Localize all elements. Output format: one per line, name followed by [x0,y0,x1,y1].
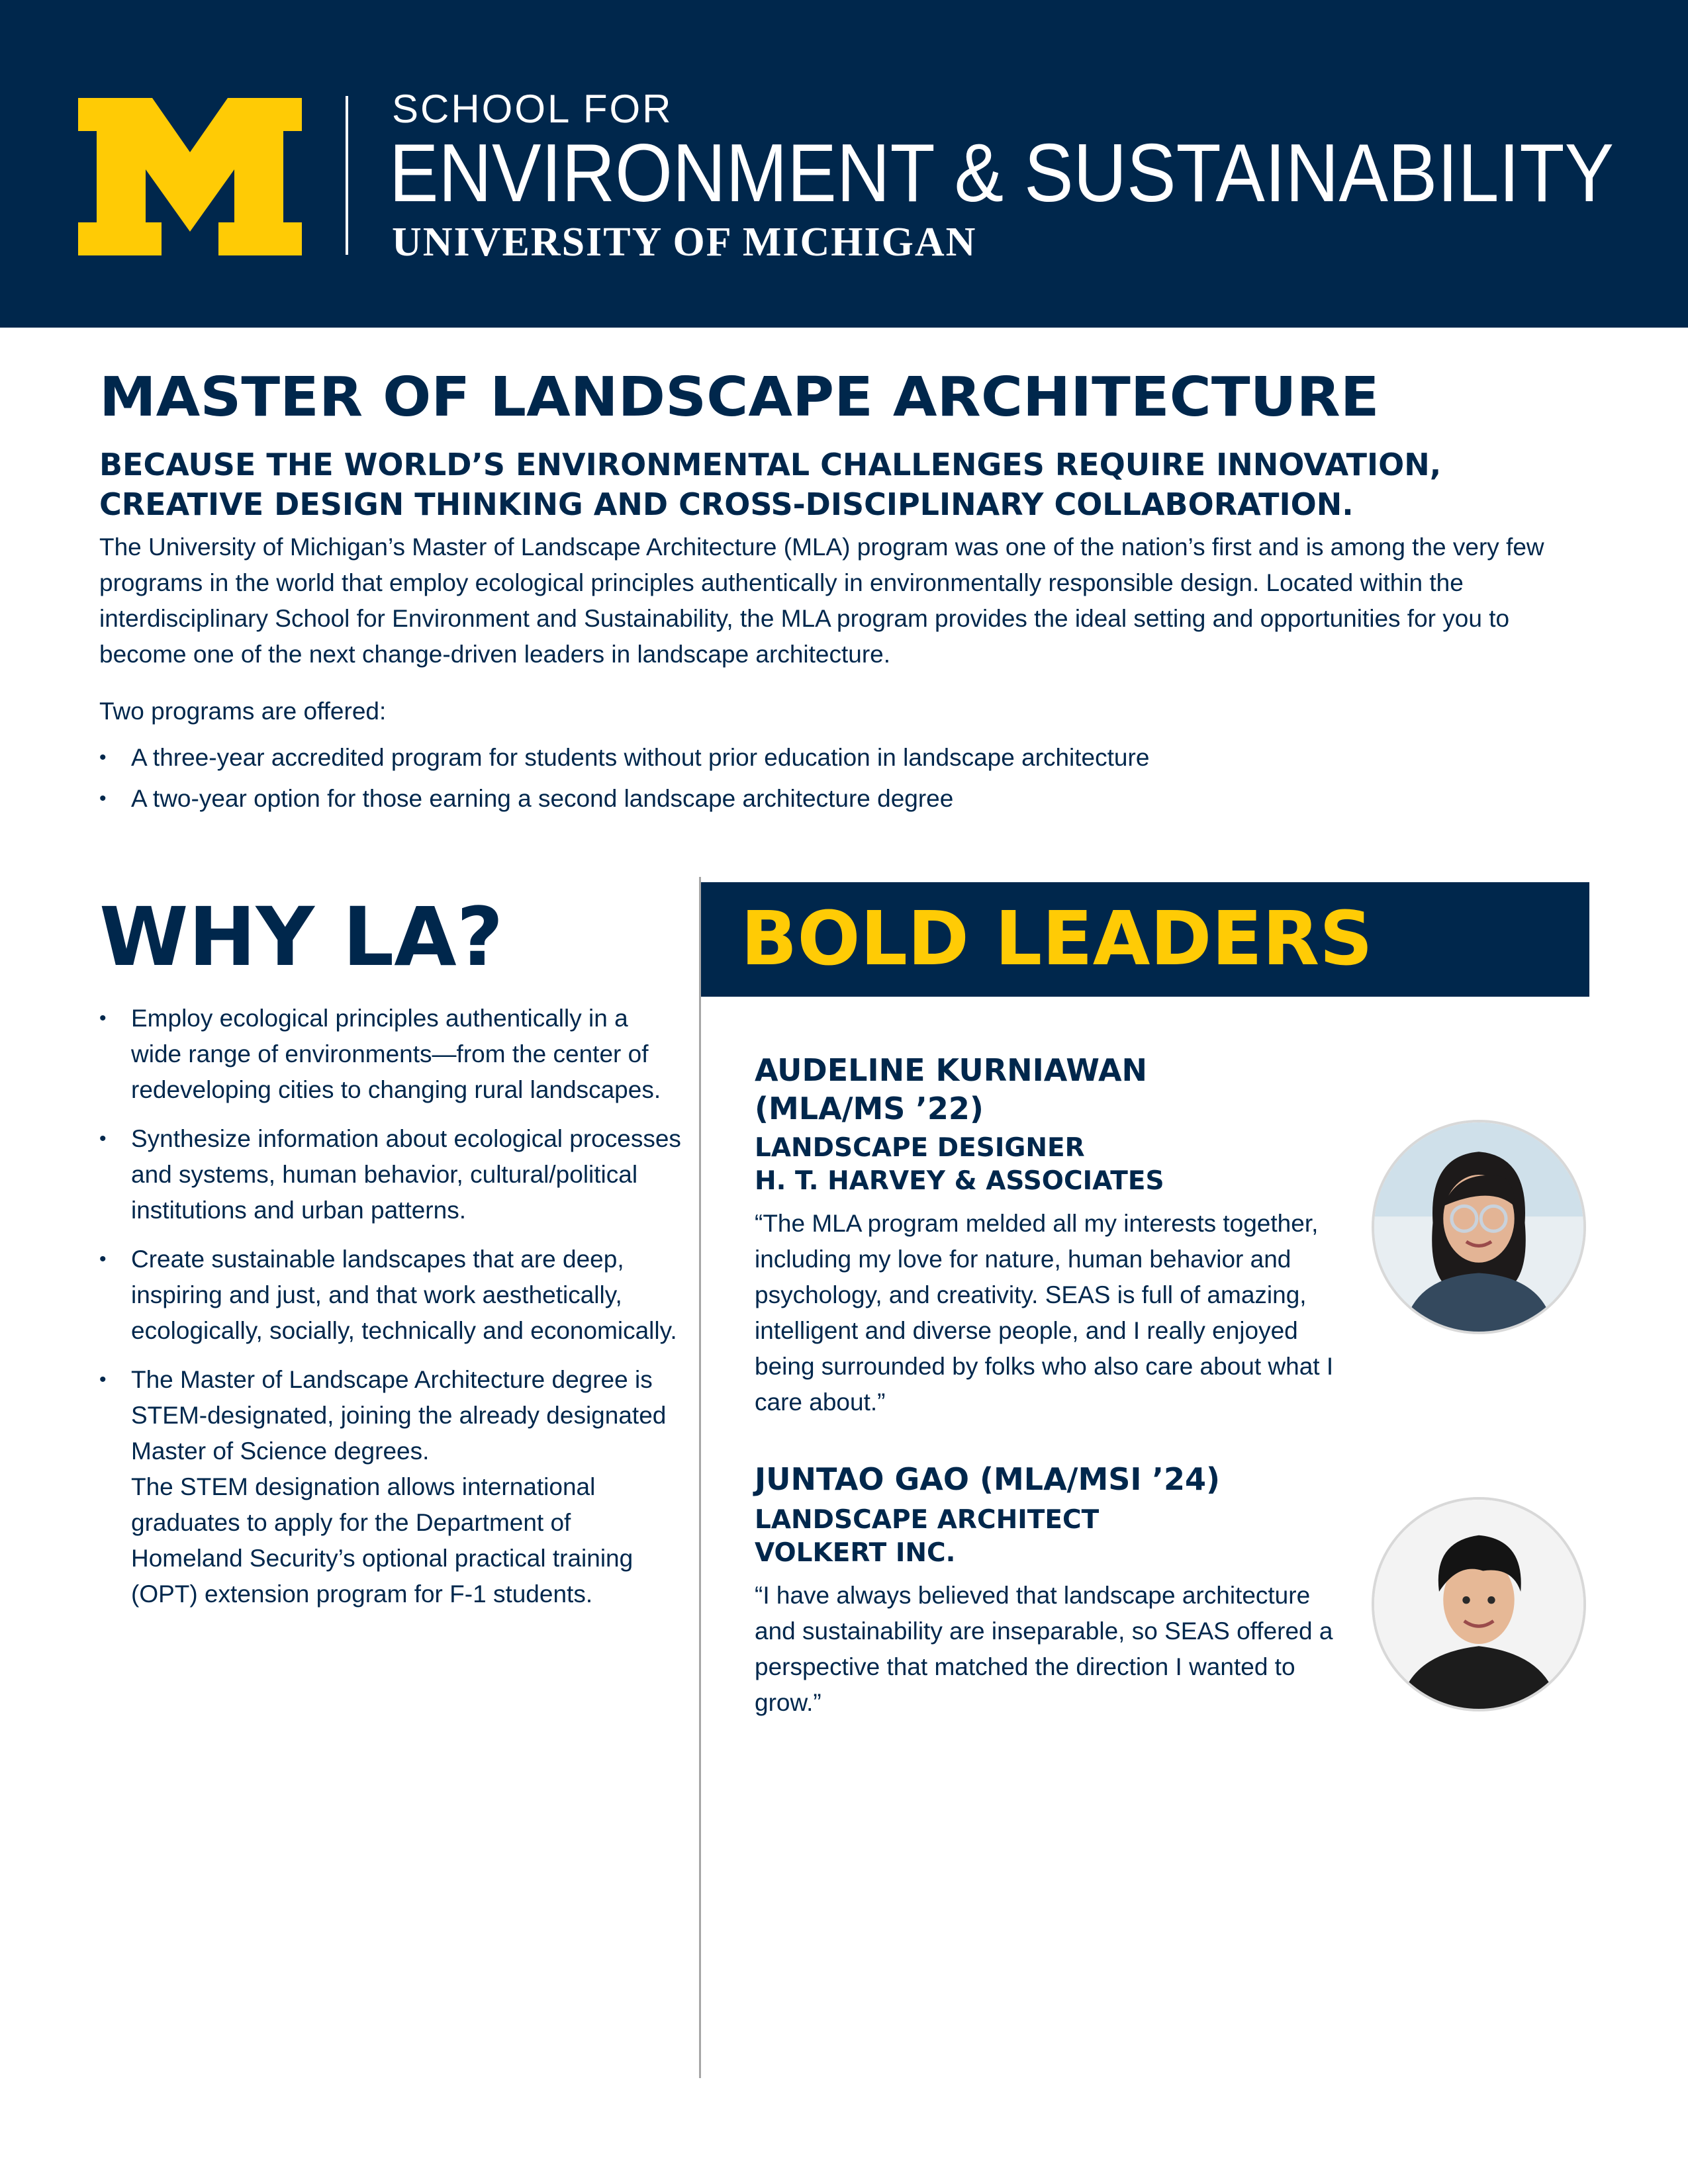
list-item: • Employ ecological principles authentically in a wide range of environments—from the center of redeveloping cities to changing rural landscapes. [99,1001,682,1108]
leader-role: LANDSCAPE DESIGNER [755,1133,1085,1163]
portrait-man-icon [1374,1500,1583,1709]
leader-role: LANDSCAPE ARCHITECT [755,1505,1100,1535]
school-name: ENVIRONMENT & SUSTAINABILITY [389,128,1615,219]
portrait-woman-icon [1374,1122,1583,1332]
leader-org: VOLKERT INC. [755,1538,956,1568]
leader-name: JUNTAO GAO (MLA/MSI ’24) [755,1461,1221,1497]
list-item: • Synthesize information about ecological processes and systems, human behavior, cultural/political institutions and urban patterns. [99,1121,682,1228]
leader-photo [1372,1497,1586,1711]
column-divider [699,877,701,2078]
stem-text: • The Master of Landscape Architecture degree is STEM-designated, joining the already designated Master of Science degrees. [131,1366,667,1465]
leader-org: H. T. HARVEY & ASSOCIATES [755,1166,1164,1196]
programs-list [99,740,1556,822]
list-item: • Create sustainable landscapes that are deep, inspiring and just, and that work aesthetically, ecologically, socially, technically and economically. [99,1242,682,1349]
stem-text: The STEM designation allows international graduates to apply for the Department of Homeland Security’s optional practical training (OPT) extension program for F-1 students. [131,1473,633,1608]
leader-degree: (MLA/MS ’22) [755,1091,984,1126]
subtitle-line: CREATIVE DESIGN THINKING AND CROSS-DISCIPLINARY COLLABORATION. [99,486,1354,522]
programs-lead: Two programs are offered: [99,698,387,725]
leader-name-line: AUDELINE KURNIAWAN [755,1052,1148,1088]
header-banner [0,0,1688,328]
leader-title [755,1132,1164,1198]
list-item: • A three-year accredited program for students without prior education in landscape architecture [99,740,1556,776]
block-m-logo [78,98,302,255]
why-la-heading: WHY LA? [99,890,504,984]
leader-quote: “The MLA program melded all my interests together, including my love for nature, human behavior and psychology, and creativity. SEAS is full of amazing, intelligent and diverse people, and I really enjoyed being surrounded by folks who also care about what I care about.” [755,1210,1334,1416]
why-la-list [99,1001,682,1625]
leader-photo [1372,1120,1586,1334]
leader-quote: “I have always believed that landscape architecture and sustainability are inseparable, so SEAS offered a perspective that matched the direction I wanted to grow.” [755,1582,1333,1716]
list-item [99,1362,682,1612]
bold-leaders-heading: BOLD LEADERS [741,896,1373,982]
page-title: MASTER OF LANDSCAPE ARCHITECTURE [99,366,1380,429]
subtitle-line: BECAUSE THE WORLD’S ENVIRONMENTAL CHALLENGES REQUIRE INNOVATION, [99,447,1442,482]
leader-name [755,1051,1147,1128]
leader-title [755,1504,1099,1570]
page-subtitle [99,445,1589,524]
intro-paragraph: The University of Michigan’s Master of Landscape Architecture (MLA) program was one of the nation’s first and is among the very few programs in the world that employ ecological principles authentically in environmentally responsible design. Located within the interdisciplinary School for Environment and Sustainability, the MLA program provides the ideal setting and opportunities for you to become one of the next change-driven leaders in landscape architecture. [99,533,1544,668]
school-for-text: SCHOOL FOR [392,87,673,131]
header-divider [346,96,348,255]
university-name: UNIVERSITY OF MICHIGAN [392,220,977,265]
bold-leaders-banner [701,882,1589,997]
list-item: • A two-year option for those earning a second landscape architecture degree [99,781,1556,817]
